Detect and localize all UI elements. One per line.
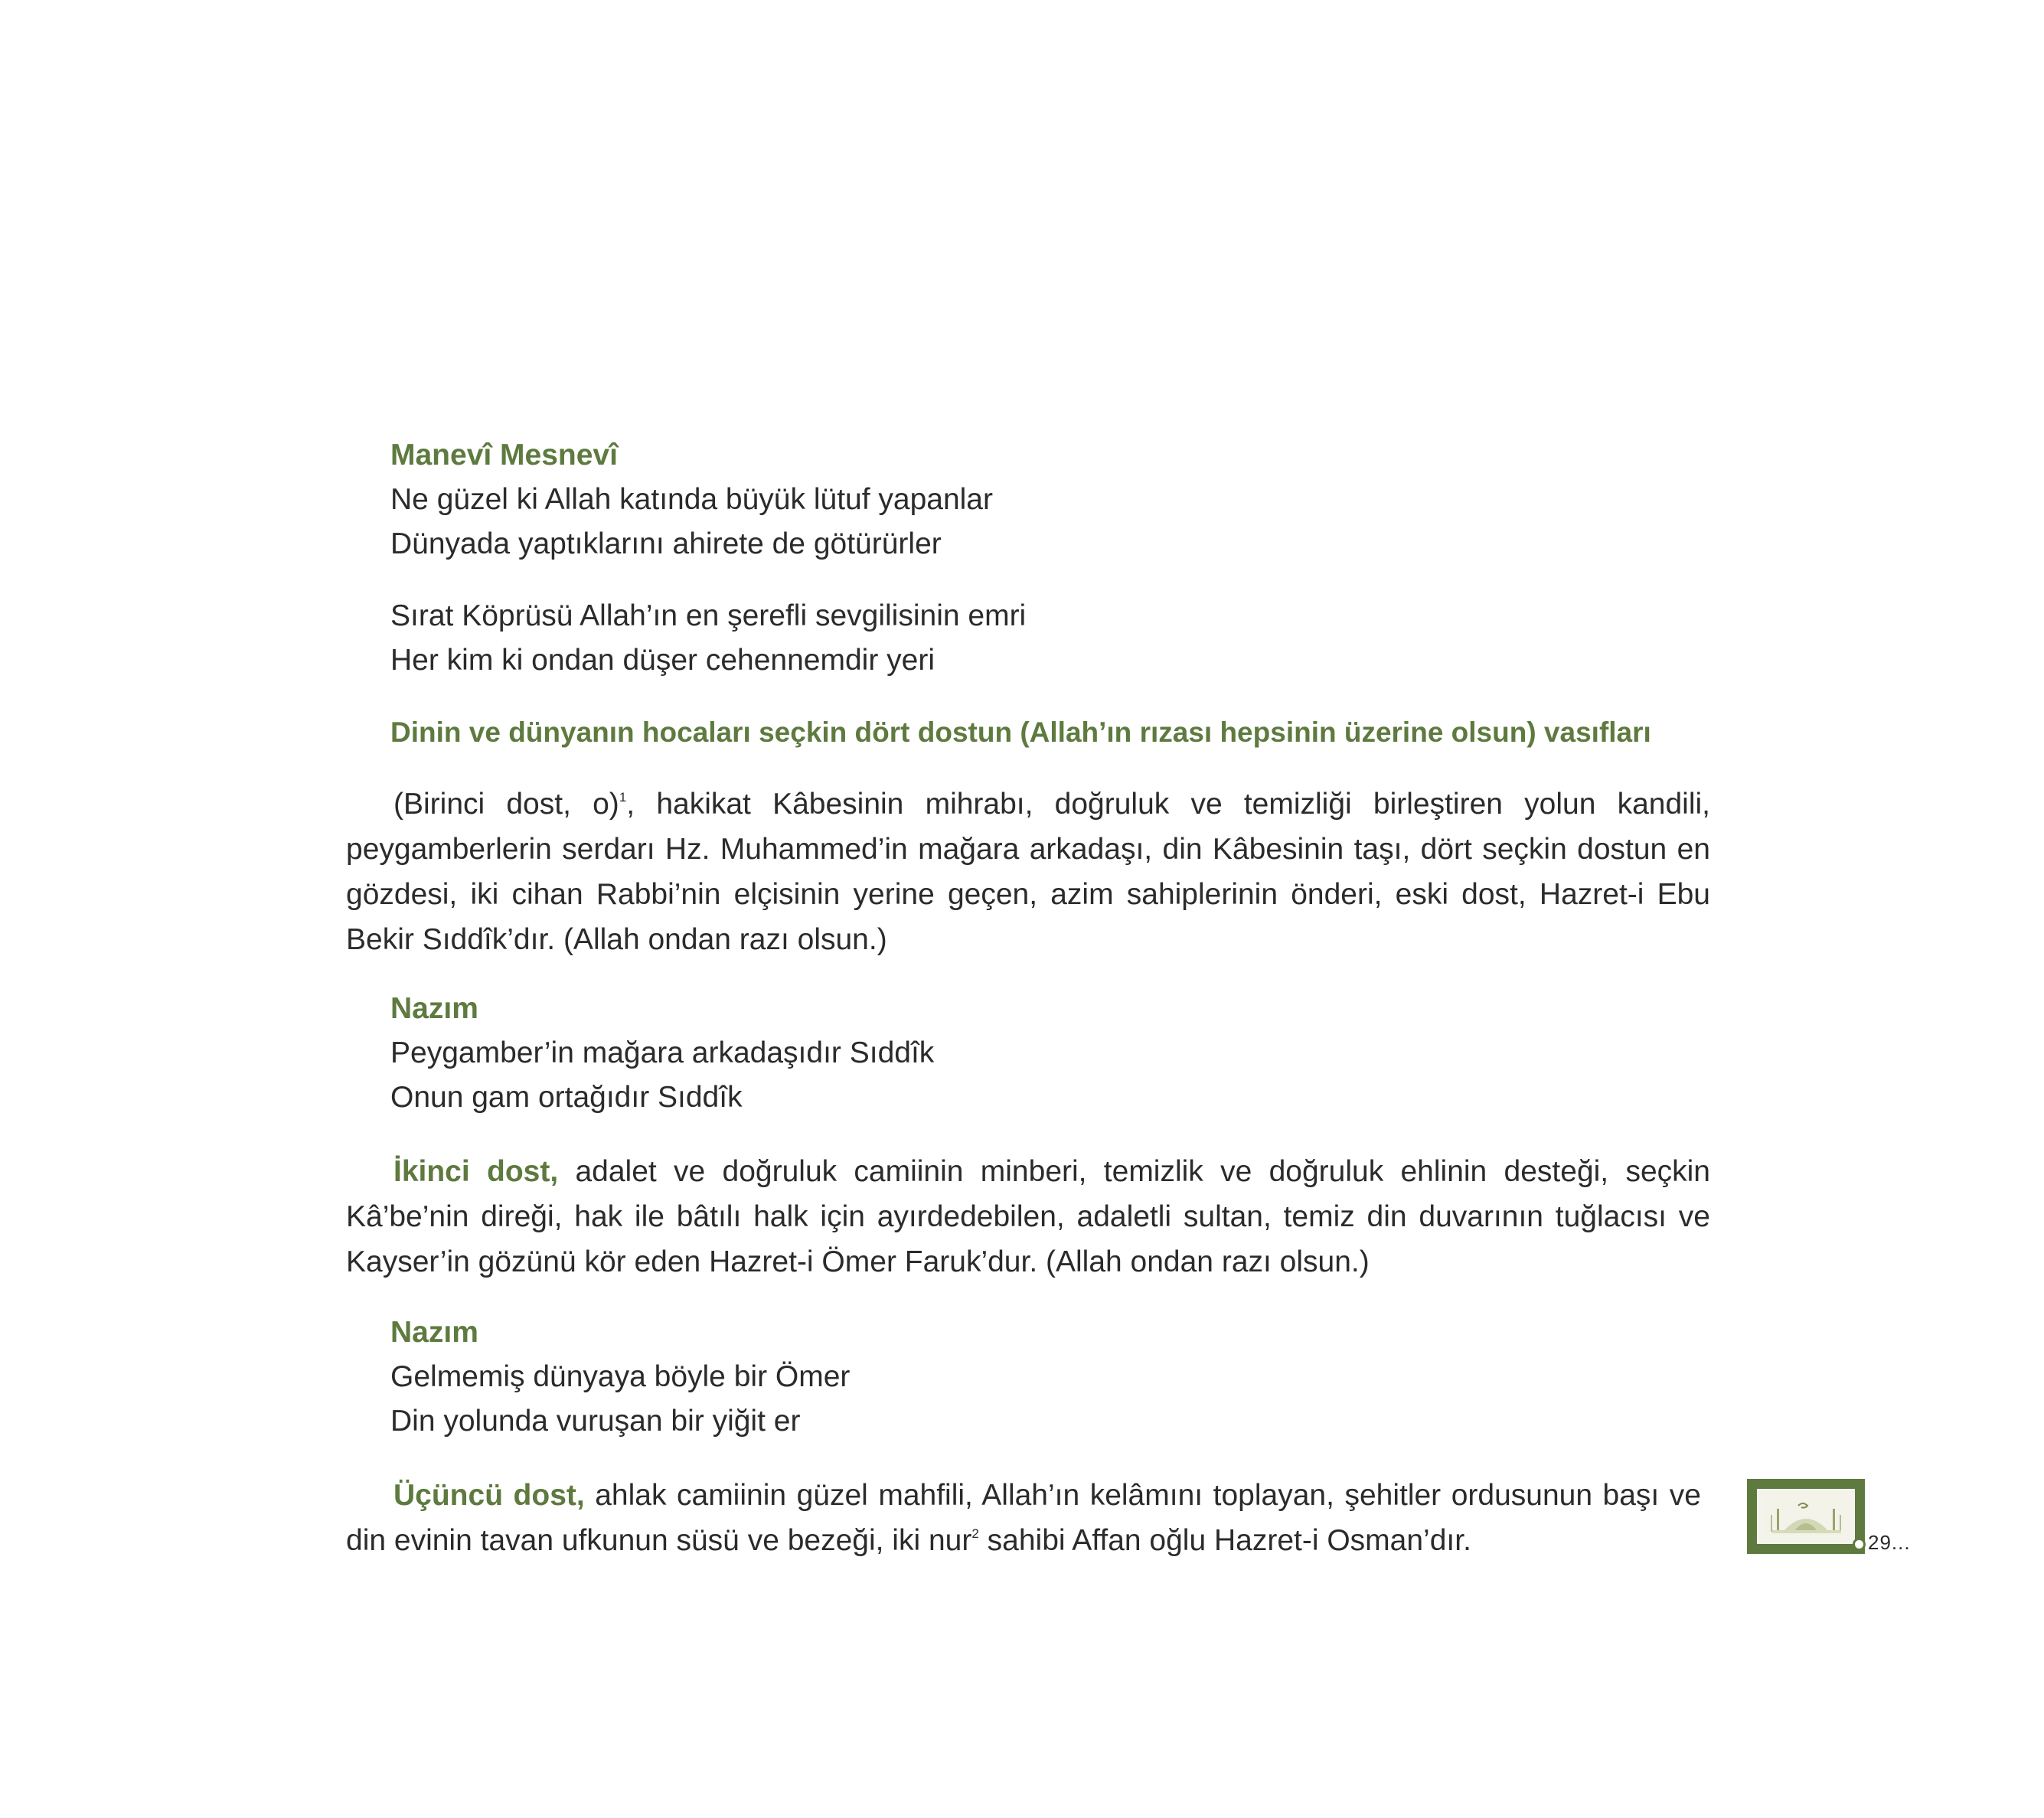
paragraph-second-friend	[346, 1149, 1710, 1284]
verse-line: Dünyada yaptıklarını ahirete de götürürler	[390, 527, 942, 560]
verse-line: Din yolunda vuruşan bir yiğit er	[390, 1405, 801, 1438]
verse-line: Onun gam ortağıdır Sıddîk	[390, 1081, 743, 1114]
heading-nazim: Nazım	[390, 992, 478, 1025]
paragraph-text: ahlak camiinin güzel mahfili, Allah’ın kelâmını toplayan, şehitler ordusunun başı ve din evinin tavan ufkunun süsü ve bezeği, iki nur	[346, 1479, 1701, 1557]
verse-line: Ne güzel ki Allah katında büyük lütuf yapanlar	[390, 483, 993, 516]
mosque-icon	[1762, 1492, 1850, 1541]
verse-line: Her kim ki ondan düşer cehennemdir yeri	[390, 644, 935, 677]
footnote-marker: 2	[971, 1526, 979, 1541]
heading-manevi-mesnevi: Manevî Mesnevî	[390, 439, 618, 472]
paragraph-text: (Birinci dost, o)	[393, 788, 619, 821]
footnote-marker: 1	[619, 790, 627, 805]
verse-line: Sırat Köprüsü Allah’ın en şerefli sevgilisinin emri	[390, 599, 1027, 632]
paragraph-text: sahibi Affan oğlu Hazret-i Osman’dır.	[978, 1524, 1471, 1557]
verse-line: Peygamber’in mağara arkadaşıdır Sıddîk	[390, 1036, 935, 1069]
page-number: 29...	[1868, 1531, 1911, 1554]
verse-line: Gelmemiş dünyaya böyle bir Ömer	[390, 1360, 851, 1393]
paragraph-text: adalet ve doğruluk camiinin minberi, temizlik ve doğruluk ehlinin desteği, seçkin Kâ’be’nin direği, hak ile bâtılı halk için ayırdedebilen, adaletli sultan, temiz din duvarının tuğlacısı ve Kayser’in gözünü kör eden Hazret-i Ömer Faruk’dur. (Allah ondan razı olsun.)	[346, 1155, 1710, 1278]
paragraph-third-friend	[346, 1473, 1701, 1563]
page-marker-dot	[1853, 1538, 1866, 1551]
heading-four-friends: Dinin ve dünyanın hocaları seçkin dört dostun (Allah’ın rızası hepsinin üzerine olsun) vasıfları	[390, 716, 1651, 748]
paragraph-lead: Üçüncü dost,	[393, 1479, 585, 1512]
heading-nazim: Nazım	[390, 1316, 478, 1349]
mosque-ornament-frame	[1747, 1479, 1865, 1554]
paragraph-lead: İkinci dost,	[393, 1155, 559, 1188]
paragraph-text: , hakikat Kâbesinin mihrabı, doğruluk ve temizliği birleştiren yolun kandili, peygamberlerin serdarı Hz. Muhammed’in mağara arkadaşı, din Kâbesinin taşı, dört seçkin dostun en gözdesi, iki cihan Rabbi’nin elçisinin yerine geçen, azim sahiplerinin önderi, eski dost, Hazret-i Ebu Bekir Sıddîk’dır. (Allah ondan razı olsun.)	[346, 788, 1710, 956]
paragraph-first-friend	[346, 782, 1710, 962]
